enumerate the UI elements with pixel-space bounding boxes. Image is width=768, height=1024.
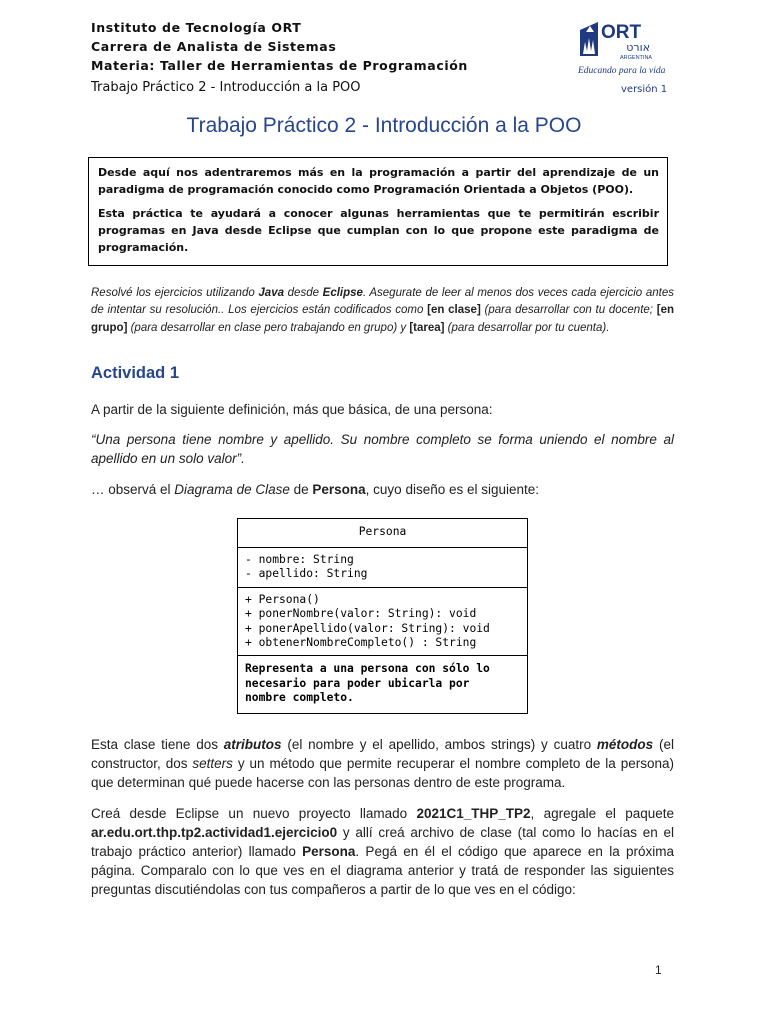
uml-note-line: nombre completo.	[245, 691, 354, 705]
tag-en-clase: [en clase]	[427, 304, 481, 317]
intro-paragraph-1: Desde aquí nos adentraremos más en la programación a partir del aprendizaje de un paradigma de programación conocido como Programación Orientada a Objetos (POO).	[98, 166, 659, 196]
uml-class-name: Persona	[358, 525, 407, 538]
header-line-career: Carrera de Analista de Sistemas	[91, 39, 337, 54]
p3-text: de	[289, 482, 313, 497]
instr-text: . Asegurate de leer al menos dos veces cada ejercicio antes de intentar su resolución.. Los ejercicios están codificados como	[91, 287, 674, 317]
p4-text: (el nombre y el apellido, ambos strings) y cuatro	[281, 737, 597, 752]
uml-note-line: Representa a una persona con sólo lo	[245, 662, 490, 676]
instr-text: (para desarrollar por tu cuenta).	[444, 321, 610, 334]
uml-method: + obtenerNombreCompleto() : String	[245, 636, 477, 650]
uml-attributes	[238, 547, 527, 587]
intro-paragraph-2: Esta práctica te ayudará a conocer algunas herramientas que te permitirán escribir programas en Java desde Eclipse que cumplan con lo que propone este paradigma de programación.	[98, 207, 659, 254]
uml-method: + Persona()	[245, 592, 320, 606]
p3-diagram-term: Diagrama de Clase	[174, 482, 290, 497]
logo-country: ARGENTINA	[620, 55, 653, 61]
uml-attribute: - apellido: String	[245, 567, 368, 581]
project-name: 2021C1_THP_TP2	[416, 806, 531, 821]
header-line-institute: Instituto de Tecnología ORT	[91, 20, 302, 35]
p3-text: , cuyo diseño es el siguiente:	[365, 482, 540, 497]
term-setters: setters	[192, 756, 233, 771]
uml-method: + ponerApellido(valor: String): void	[245, 621, 490, 635]
package-name: ar.edu.ort.thp.tp2.actividad1.ejercicio0	[91, 825, 338, 840]
uml-note-line: necesario para poder ubicarla por	[245, 676, 470, 690]
ort-emblem-icon	[578, 18, 678, 80]
instructions-paragraph	[91, 285, 674, 337]
p5-text: , agregale el paquete	[530, 806, 675, 821]
logo-tagline: Educando para la vida	[578, 66, 666, 76]
p3-text: … observá el	[91, 482, 175, 497]
uml-attribute: - nombre: String	[245, 553, 354, 566]
logo-hebrew: אורט	[626, 41, 650, 54]
instr-text: (para desarrollar en clase pero trabajando en grupo) y	[127, 321, 410, 334]
term-atributos: atributos	[223, 737, 282, 752]
p5-text: . Pegá en él el código que aparece en la próxima página. Comparalo con lo que ves en el diagrama anterior y tratá de responder las siguientes preguntas discutiéndolas con tus compañeros a partir de lo que ves en el código:	[91, 844, 674, 897]
p5-text: y allí creá archivo de clase (tal como lo hacías en el trabajo práctico anterior) llamado	[91, 825, 674, 859]
version-label: versión 1	[621, 84, 668, 95]
uml-class-diagram	[237, 518, 528, 714]
instr-text: desde	[284, 287, 323, 299]
p3-class-name: Persona	[312, 482, 366, 497]
tag-en-grupo: [en grupo]	[91, 304, 674, 334]
instr-text: (para desarrollar con tu docente;	[480, 304, 657, 317]
term-metodos: métodos	[596, 737, 654, 752]
p5-text: Creá desde Eclipse un nuevo proyecto llamado	[91, 806, 417, 821]
intro-box	[88, 157, 668, 266]
activity-paragraph-5	[91, 804, 674, 899]
page-number: 1	[655, 963, 662, 977]
ort-logo	[578, 18, 678, 80]
definition-quote: “Una persona tiene nombre y apellido. Su nombre completo se forma uniendo el nombre al apellido en un solo valor”.	[91, 432, 674, 466]
instr-text: Resolvé los ejercicios utilizando	[91, 287, 259, 299]
document-subtitle: Trabajo Práctico 2 - Introducción a la POO	[91, 80, 361, 95]
p4-text: y un método que permite recuperar el nombre completo de la persona) que determinan qué puede hacerse con las personas dentro de este programa.	[91, 756, 674, 790]
page-title: Trabajo Práctico 2 - Introducción a la POO	[186, 114, 582, 137]
institution-header	[91, 18, 468, 75]
instr-java: Java	[258, 287, 284, 299]
p4-text: Esta clase tiene dos	[91, 737, 224, 752]
header-line-subject: Materia: Taller de Herramientas de Programación	[91, 58, 468, 73]
uml-method: + ponerNombre(valor: String): void	[245, 607, 477, 621]
uml-note	[238, 655, 527, 712]
activity-paragraph-1: A partir de la siguiente definición, más que básica, de una persona:	[91, 402, 493, 417]
uml-methods	[238, 587, 527, 656]
logo-brand: ORT	[601, 22, 642, 43]
activity-paragraph-4	[91, 735, 674, 792]
activity-title: Actividad 1	[91, 364, 180, 382]
instr-eclipse: Eclipse	[322, 287, 363, 299]
p4-text: (el constructor, dos	[91, 737, 674, 771]
activity-paragraph-3	[91, 480, 674, 499]
tag-tarea: [tarea]	[409, 321, 445, 334]
class-name: Persona	[302, 844, 356, 859]
